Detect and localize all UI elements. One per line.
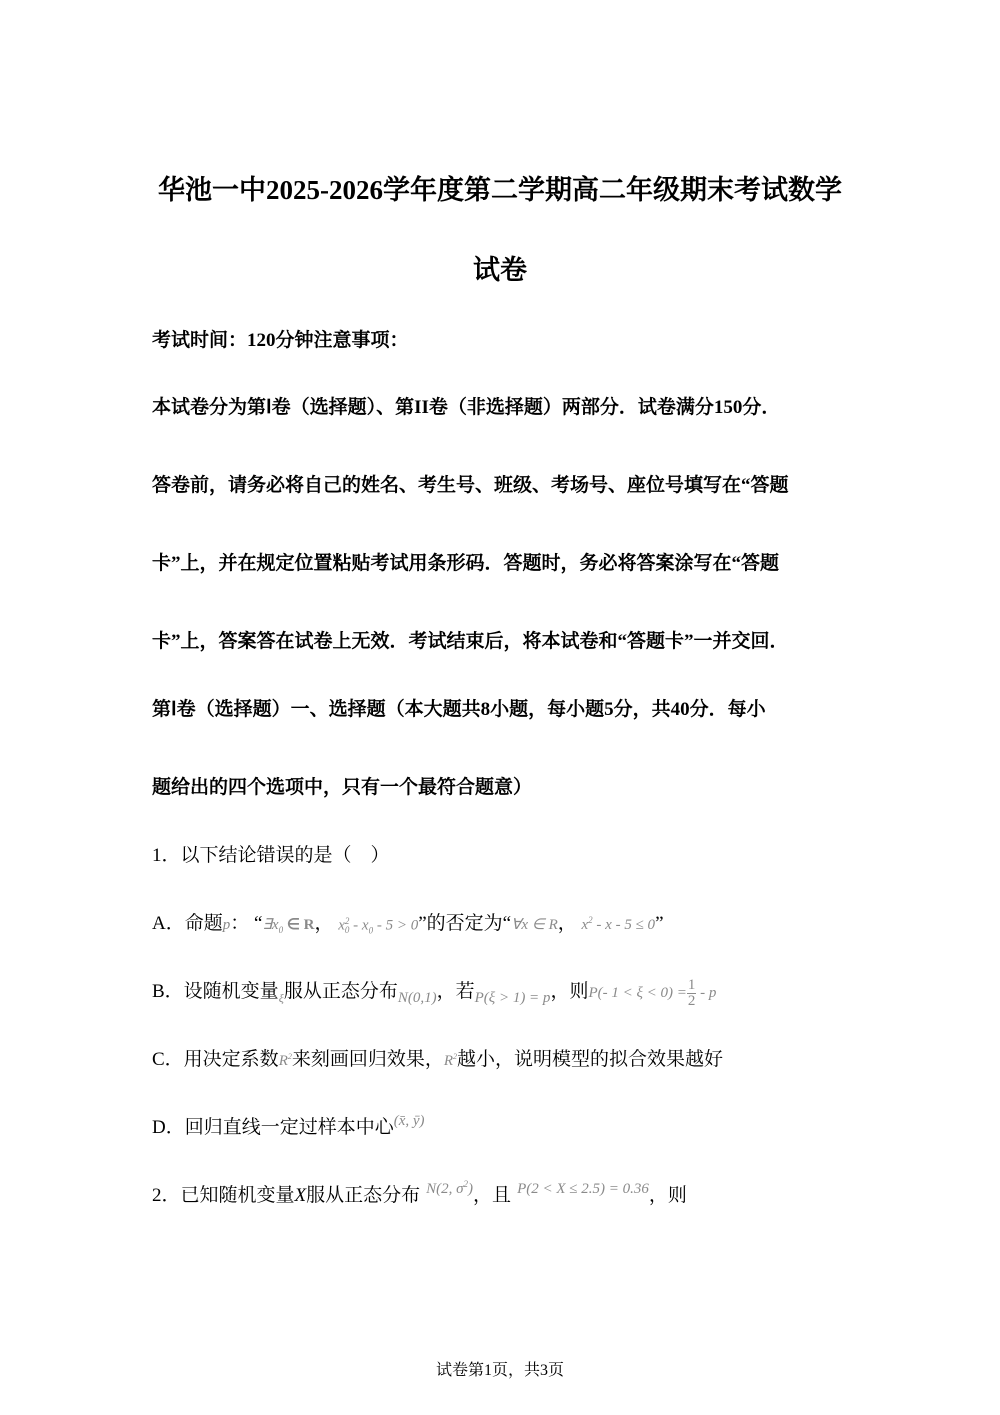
option-b-prob-1: P(ξ > 1) = p (474, 990, 551, 1006)
question-2-prefix: 2．已知随机变量 (152, 1185, 295, 1206)
instruction-paragraph-3: 卡”上，并在规定位置粘贴考试用条形码．答题时，务必将答案涂写在“答题 (152, 553, 780, 574)
option-a-quote-open: “ (254, 913, 263, 934)
option-c-prefix: C．用决定系数 (152, 1049, 279, 1070)
question-1-option-c (152, 1044, 723, 1071)
question-1-option-b (152, 976, 716, 1009)
option-a-p: p (222, 917, 231, 933)
option-b-text-1: 服从正态分布 (283, 981, 398, 1002)
section-heading-line2: 题给出的四个选项中，只有一个最符合题意） (152, 777, 533, 798)
option-d-sample-center: (x̄, ȳ) (393, 1113, 425, 1129)
option-a-quote-mid: ”的否定为“ (418, 913, 512, 934)
option-a-comma-2: ， (557, 913, 577, 934)
option-a-math-inequality: x 2 0 - $x_0 - 5 > 0$ (338, 915, 419, 935)
page-footer: 试卷第1页，共3页 (435, 1362, 564, 1379)
option-c-text-2: 越小，说明模型的拟合效果越好 (457, 1049, 724, 1070)
option-a-colon: ： (230, 913, 250, 934)
option-c-text-1: 来刻画回归效果， (291, 1049, 444, 1070)
instruction-paragraph-4: 卡”上，答案答在试卷上无效．考试结束后，将本试卷和“答题卡”一并交回． (152, 631, 789, 652)
question-1-stem: 1．以下结论错误的是（ ） (152, 845, 390, 866)
question-2-stem (152, 1180, 687, 1207)
question-2-probability: P(2 < X ≤ 2.5) = 0.36 (517, 1181, 649, 1197)
option-c-r-squared-2: $R^2$ (443, 1052, 458, 1069)
option-d-prefix: D．回归直线一定过样本中心 (152, 1117, 394, 1138)
option-a-comma: ， (314, 913, 334, 934)
question-2-x: X (294, 1185, 307, 1206)
option-b-text-3: ，则 (550, 981, 589, 1002)
question-2-text-1: 服从正态分布 (306, 1185, 421, 1206)
question-1-option-d (152, 1112, 425, 1139)
exam-time-notice: 考试时间：120分钟注意事项： (152, 330, 409, 351)
instruction-paragraph-1: 本试卷分为第Ⅰ卷（选择题）、第II卷（非选择题）两部分．试卷满分150分． (152, 397, 781, 418)
option-a-quote-close: ” (655, 913, 664, 934)
option-b-text-2: ，若 (436, 981, 475, 1002)
option-a-prefix: A．命题 (152, 913, 223, 934)
question-2-text-2: ，且 (473, 1185, 512, 1206)
question-2-text-3: ，则 (648, 1185, 687, 1206)
option-b-prob-2: P(- 1 < ξ < 0) = $\frac{1}{2}$ - p (588, 977, 717, 1010)
option-b-normal-dist: N(0,1) (397, 990, 437, 1006)
option-c-r-squared: $R^2$ (278, 1052, 292, 1069)
section-heading-line1: 第Ⅰ卷（选择题）一、选择题（本大题共8小题，每小题5分，共40分．每小 (152, 699, 766, 720)
question-2-normal-dist: N(2, $\sigma^2$) (426, 1179, 474, 1197)
option-a-math-forall: ∀x ∈ R (511, 917, 558, 933)
option-a-math-negation: $x^2 - x - 5 \le 0$ (581, 915, 656, 933)
question-1-option-a (152, 908, 664, 935)
option-b-prefix: B．设随机变量 (152, 981, 279, 1002)
exam-title-line2: 试卷 (473, 255, 527, 285)
instruction-paragraph-2: 答卷前，请务必将自己的姓名、考生号、班级、考场号、座位号填写在“答题 (152, 475, 789, 496)
option-a-math-exists: $\exists x_0$ ∈ R (262, 917, 315, 935)
option-b-xi: ξ (278, 991, 284, 1005)
exam-title-line1: 华池一中2025-2026学年度第二学期高二年级期末考试数学 (158, 175, 842, 205)
